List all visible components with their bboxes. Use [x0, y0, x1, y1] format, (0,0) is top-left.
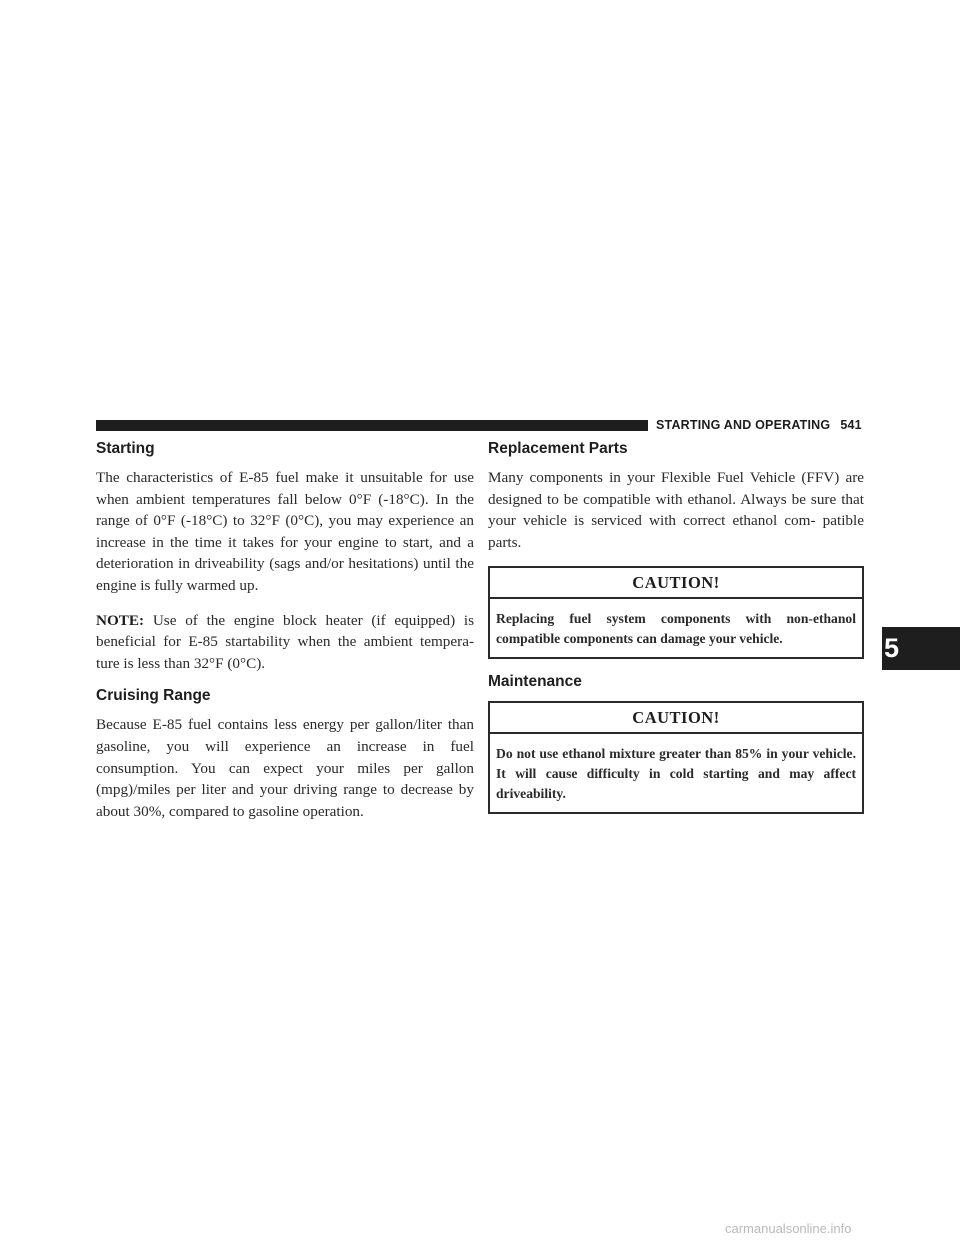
caution-box-replacement — [488, 566, 864, 659]
caution-text: Do not use ethanol mixture greater than 85% in your vehicle. It will cause difficulty in cold starting and may affect driveability. — [496, 746, 856, 802]
note-paragraph — [96, 610, 474, 675]
watermark: carmanualsonline.info — [725, 1221, 852, 1236]
left-column — [96, 440, 474, 835]
header-rule — [96, 420, 648, 431]
heading-maintenance: Maintenance — [488, 673, 582, 691]
paragraph-replacement-parts: Many components in your Flexible Fuel Vehicle (FFV) are designed to be compatible with ethanol. Always be sure that your vehicle is serviced with correct ethanol com- patible parts. — [488, 469, 864, 551]
chapter-tab: 5 — [882, 627, 960, 670]
caution-box-maintenance — [488, 701, 864, 814]
section-title: STARTING AND OPERATING — [656, 418, 831, 432]
note-text: Use of the engine block heater (if equipped) is beneficial for E-85 startability when the ambient tempera- ture is less than 32°F (0°C). — [96, 611, 474, 672]
page-number: 541 — [840, 418, 862, 432]
paragraph-cruising-range: Because E-85 fuel contains less energy per gallon/liter than gasoline, you will experience an increase in fuel consumption. You can expect your miles per gallon (mpg)/miles per liter and your driving range to decrease by about 30%, compared to gasoline operation. — [96, 716, 474, 820]
right-column — [488, 440, 864, 828]
caution-title: CAUTION! — [490, 703, 862, 734]
caution-text: Replacing fuel system components with non-ethanol compatible components can damage your vehicle. — [496, 611, 856, 647]
caution-title: CAUTION! — [490, 568, 862, 599]
paragraph-starting: The characteristics of E-85 fuel make it unsuitable for use when ambient temperatures fall below 0°F (-18°C). In the range of 0°F (-18°C) to 32°F (0°C), you may experience an increase in the time it takes for your engine to start, and a deterioration in driveability (sags and/or hesitations) until the engine is fully warmed up. — [96, 469, 474, 594]
heading-starting: Starting — [96, 440, 155, 457]
heading-replacement-parts: Replacement Parts — [488, 440, 628, 457]
note-label: NOTE: — [96, 611, 145, 629]
running-head — [656, 418, 862, 432]
heading-cruising-range: Cruising Range — [96, 687, 211, 705]
